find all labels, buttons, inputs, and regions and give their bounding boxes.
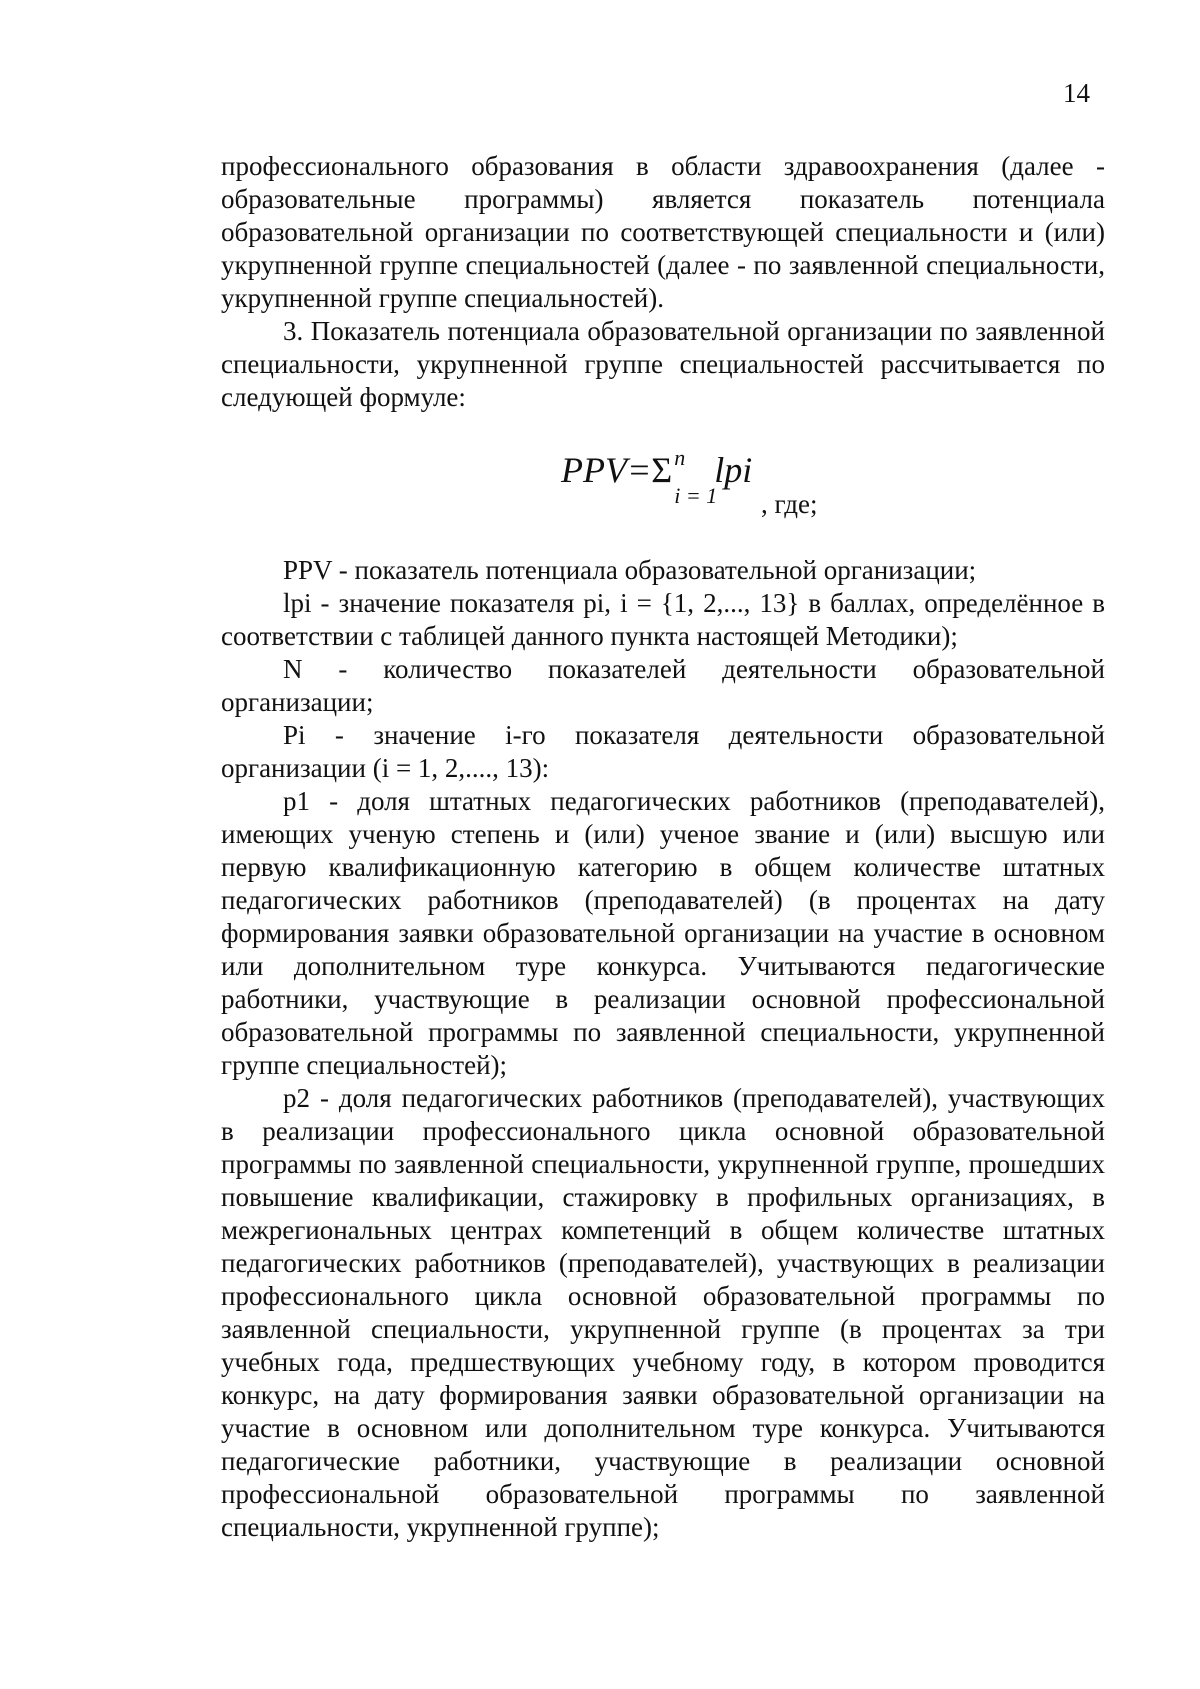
intro-paragraph: профессионального образования в области здравоохранения (далее - образовательные программы) является показатель потенциала образовательной организации по соответствующей специальности и (или) укрупненной группе специальностей (далее - по заявленной специальности, укрупненной группе специальностей).: [221, 151, 1105, 313]
formula-block: [221, 426, 1105, 544]
formula-where: , где;: [761, 489, 818, 519]
sum-limits: [672, 445, 718, 508]
definition-pi: Pi - значение i-го показателя деятельности образовательной организации (i = 1, 2,...., 13):: [221, 720, 1105, 783]
formula-lhs: PPV: [561, 450, 627, 490]
sum-upper-limit: n: [674, 445, 686, 470]
ppv-formula: [561, 445, 753, 508]
definition-n: N - количество показателей деятельности образовательной организации;: [221, 654, 1105, 717]
formula-term: lpi: [714, 450, 753, 490]
item-3-paragraph: 3. Показатель потенциала образовательной организации по заявленной специальности, укрупненной группе специальностей рассчитывается по следующей формуле:: [221, 316, 1105, 412]
definition-lpi: lpi - значение показателя pi, i = {1, 2,..., 13} в баллах, определённое в соответствии с таблицей данного пункта настоящей Методики);: [221, 588, 1105, 651]
formula-equals: =: [626, 450, 652, 490]
definition-p2: p2 - доля педагогических работников (преподавателей), участвующих в реализации профессионального цикла основной образовательной программы по заявленной специальности, укрупненной группе, прошедших повышение квалификации, стажировку в профильных организациях, в межрегиональных центрах компетенций в общем количестве штатных педагогических работников (преподавателей), участвующих в реализации профессионального цикла основной образовательной программы по заявленной специальности, укрупненной группе (в процентах за три учебных года, предшествующих учебному году, в котором проводится конкурс, на дату формирования заявки образовательной организации на участие в основном или дополнительном туре конкурса. Учитываются педагогические работники, участвующие в реализации основной профессиональной образовательной программы по заявленной специальности, укрупненной группе);: [221, 1083, 1105, 1542]
definition-p1: p1 - доля штатных педагогических работников (преподавателей), имеющих ученую степень и (или) ученое звание и (или) высшую или первую квалификационную категорию в общем количестве штатных педагогических работников (преподавателей) (в процентах на дату формирования заявки образовательной организации на участие в основном или дополнительном туре конкурса. Учитываются педагогические работники, участвующие в реализации основной профессиональной образовательной программы по заявленной специальности, укрупненной группе специальностей);: [221, 786, 1105, 1080]
page-number: 14: [1063, 78, 1090, 108]
document-body: [221, 150, 1105, 1544]
sum-lower-limit: i = 1: [674, 483, 718, 508]
sigma-symbol: Σ: [651, 450, 673, 490]
definition-ppv: PPV - показатель потенциала образовательной организации;: [283, 555, 977, 585]
